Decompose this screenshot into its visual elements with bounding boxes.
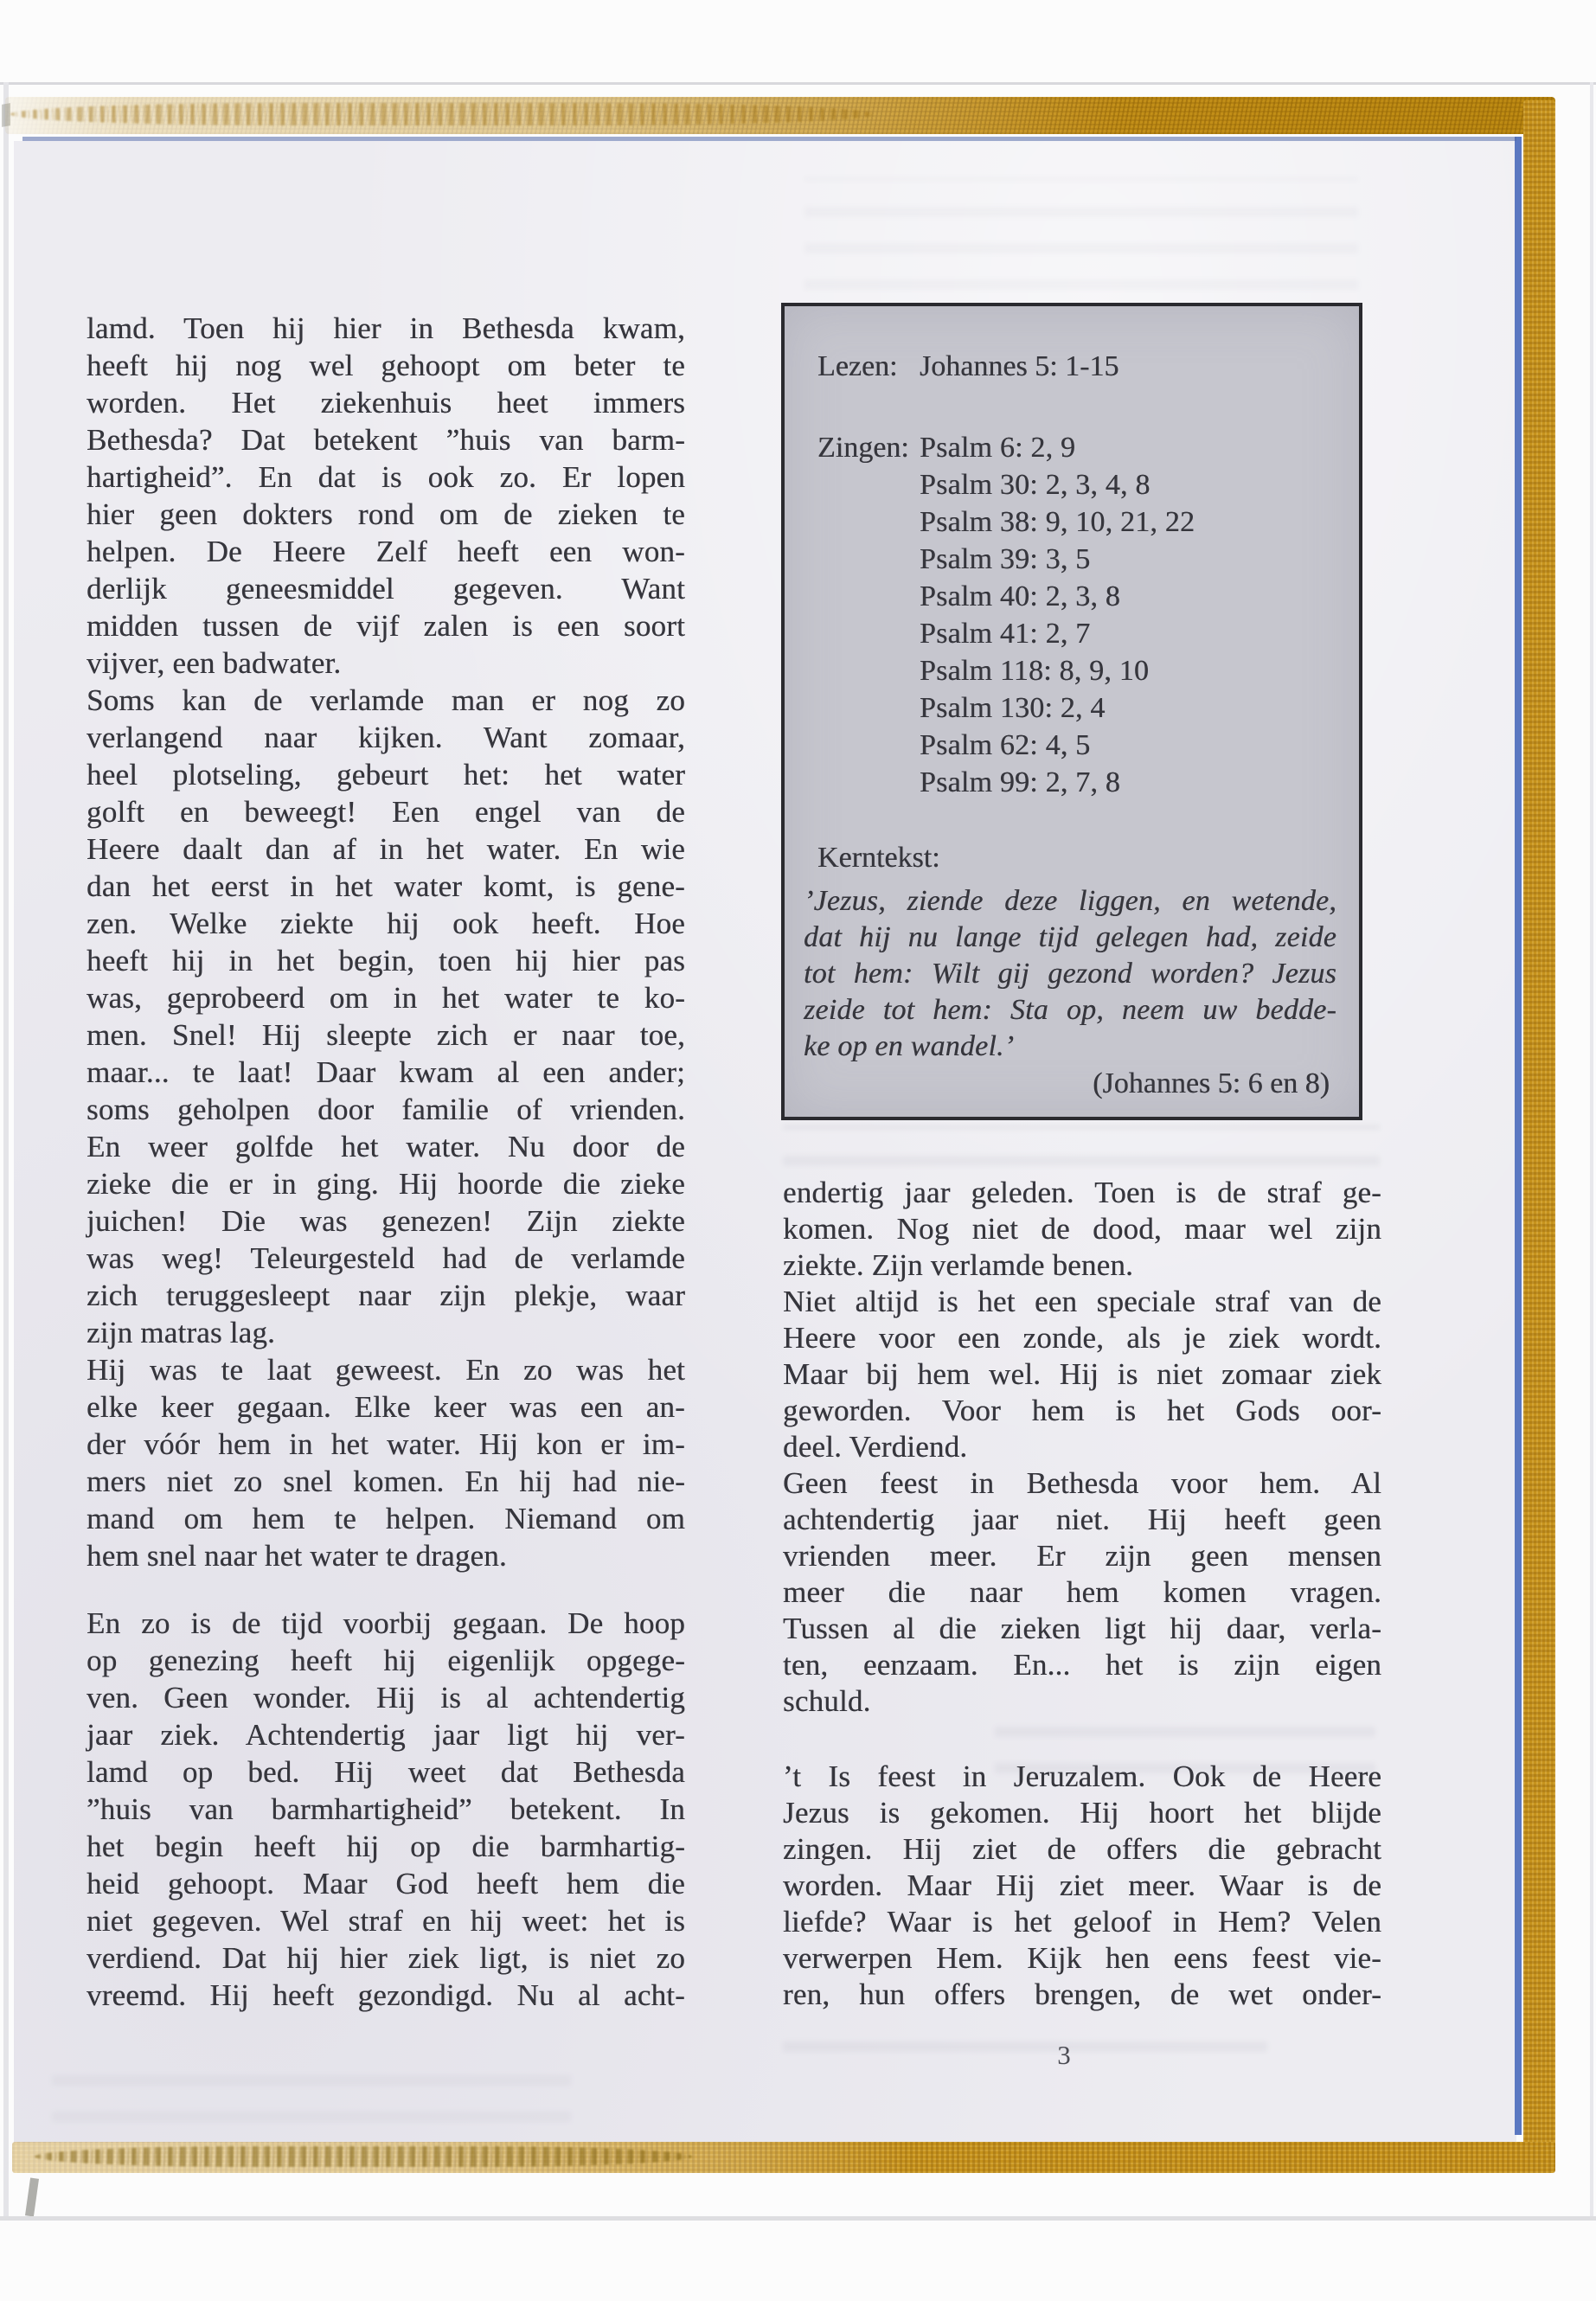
text-line: tot hem: Wilt gij gezond worden? Jezus: [804, 958, 1336, 990]
text-line: heeft hij nog wel gehoopt om beter te: [87, 349, 685, 382]
kerntekst-label: Kerntekst:: [817, 842, 940, 874]
zingen-row: [804, 429, 1336, 801]
text-line: Heere voor een zonde, als je ziek wordt.: [783, 1321, 1381, 1355]
text-line: lamd op bed. Hij weet dat Bethesda: [87, 1755, 685, 1789]
text-line: meer die naar hem komen vragen.: [783, 1575, 1381, 1609]
scan-speck-bottom-left: [25, 2178, 39, 2217]
text-line: Psalm 62: 4, 5: [920, 729, 1091, 761]
text-line: komen. Nog niet de dood, maar wel zijn: [783, 1212, 1381, 1246]
text-line: ziekte. Zijn verlamde benen.: [783, 1248, 1134, 1282]
text-line: Psalm 40: 2, 3, 8: [920, 580, 1120, 612]
scan-edge-hairline-bottom: [0, 2216, 1596, 2221]
scan-edge-hairline-top: [0, 82, 1596, 85]
text-line: verwerpen Hem. Kijk hen eens feest vie-: [783, 1941, 1381, 1975]
bleedthrough-smudge: [804, 177, 1358, 290]
kerntekst-quote: [804, 883, 1336, 1065]
text-line: derlijk geneesmiddel gegeven. Want: [87, 572, 685, 606]
text-line: dan het eerst in het water komt, is gene-: [87, 869, 685, 903]
text-line: niet gegeven. Wel straf en hij weet: het is: [87, 1904, 685, 1938]
text-line: schuld.: [783, 1684, 871, 1718]
lezen-value: Johannes 5: 1-15: [920, 350, 1119, 382]
text-line: worden. Maar Hij ziet meer. Waar is de: [783, 1868, 1381, 1902]
text-line: ten, eenzaam. En... het is zijn eigen: [783, 1648, 1381, 1682]
scan-edge-left: [3, 82, 9, 2219]
text-line: hartigheid”. En dat is ook zo. Er lopen: [87, 460, 685, 494]
text-line: Heere daalt dan af in het water. En wie: [87, 832, 685, 866]
text-line: geworden. Voor hem is het Gods oor-: [783, 1394, 1381, 1427]
text-line: Maar bij hem wel. Hij is niet zomaar ziek: [783, 1357, 1381, 1391]
text-line: Tussen al die zieken ligt hij daar, verla-: [783, 1612, 1381, 1645]
lezen-row: [804, 348, 1336, 386]
text-line: Psalm 118: 8, 9, 10: [920, 655, 1150, 687]
gold-border-right: [1523, 100, 1555, 2171]
text-line: zijn matras lag.: [87, 1316, 275, 1349]
zingen-label: Zingen:: [817, 432, 909, 464]
text-line: Psalm 6: 2, 9: [920, 432, 1076, 464]
text-line: jaar ziek. Achtendertig jaar ligt hij ver-: [87, 1718, 685, 1752]
kerntekst-reference: (Johannes 5: 6 en 8): [1093, 1067, 1330, 1099]
right-text-column: [783, 1175, 1381, 2013]
bleedthrough-smudge: [783, 1125, 1380, 1166]
reading-info-box: [781, 303, 1362, 1120]
text-line: ren, hun offers brengen, de wet onder-: [783, 1977, 1381, 2011]
text-line: Niet altijd is het een speciale straf van de: [783, 1285, 1381, 1318]
lezen-label: Lezen:: [817, 350, 898, 382]
text-line: Bethesda? Dat betekent ”huis van barm-: [87, 423, 685, 457]
text-line: vreemd. Hij heeft gezondigd. Nu al acht-: [87, 1978, 685, 2012]
text-line: achtendertig jaar niet. Hij heeft geen: [783, 1503, 1381, 1536]
text-line: golft en beweegt! Een engel van de: [87, 795, 685, 829]
text-line: Soms kan de verlamde man er nog zo: [87, 683, 685, 717]
text-line: liefde? Waar is het geloof in Hem? Velen: [783, 1905, 1381, 1939]
text-line: Psalm 39: 3, 5: [920, 543, 1091, 575]
text-line: verlangend naar kijken. Want zomaar,: [87, 721, 685, 754]
text-line: elke keer gegaan. Elke keer was een an-: [87, 1390, 685, 1424]
text-line: vrienden meer. Er zijn geen mensen: [783, 1539, 1381, 1573]
text-line: ’t Is feest in Jeruzalem. Ook de Heere: [783, 1759, 1381, 1793]
bleedthrough-smudge: [52, 2072, 571, 2122]
text-line: mand om hem te helpen. Niemand om: [87, 1502, 685, 1535]
gold-border-top-grunge: [10, 103, 875, 125]
text-line: Psalm 130: 2, 4: [920, 692, 1106, 724]
text-line: Psalm 41: 2, 7: [920, 618, 1091, 650]
text-line: men. Snel! Hij sleepte zich er naar toe,: [87, 1018, 685, 1052]
gold-border-bottom-grunge: [35, 2146, 692, 2167]
text-line: zingen. Hij ziet de offers die gebracht: [783, 1832, 1381, 1866]
text-line: ke op en wandel.’: [804, 1030, 1015, 1062]
text-line: vijver, een badwater.: [87, 646, 342, 680]
text-line: worden. Het ziekenhuis heet immers: [87, 386, 685, 420]
text-line: juichen! Die was genezen! Zijn ziekte: [87, 1204, 685, 1238]
text-line: zieke die er in ging. Hij hoorde die zieke: [87, 1167, 685, 1201]
text-line: zeide tot hem: Sta op, neem uw bedde-: [804, 994, 1336, 1026]
text-line: ’Jezus, ziende deze liggen, en wetende,: [804, 885, 1336, 917]
text-line: helpen. De Heere Zelf heeft een won-: [87, 535, 685, 568]
text-line: Hij was te laat geweest. En zo was het: [87, 1353, 685, 1387]
text-line: endertig jaar geleden. Toen is de straf ge-: [783, 1176, 1381, 1209]
text-line: zich teruggesleept naar zijn plekje, waar: [87, 1279, 685, 1312]
text-line: der vóór hem in het water. Hij kon er im-: [87, 1427, 685, 1461]
text-line: deel. Verdiend.: [783, 1430, 968, 1464]
text-line: En zo is de tijd voorbij gegaan. De hoop: [87, 1606, 685, 1640]
blue-pinstripe-right: [1515, 137, 1522, 2135]
text-line: verdiend. Dat hij hier ziek ligt, is niet zo: [87, 1941, 685, 1975]
text-line: lamd. Toen hij hier in Bethesda kwam,: [87, 311, 685, 345]
text-line: Jezus is gekomen. Hij hoort het blijde: [783, 1796, 1381, 1830]
text-line: was weg! Teleurgesteld had de verlamde: [87, 1241, 685, 1275]
text-line: hier geen dokters rond om de zieken te: [87, 497, 685, 531]
text-line: soms geholpen door familie of vrienden.: [87, 1093, 685, 1126]
text-line: Psalm 99: 2, 7, 8: [920, 766, 1120, 798]
text-line: ”huis van barmhartigheid” betekent. In: [87, 1792, 685, 1826]
page-number: 3: [1057, 2040, 1071, 2070]
text-line: was, geprobeerd om in het water te ko-: [87, 981, 685, 1015]
left-text-column: [87, 310, 685, 2014]
text-line: heeft hij in het begin, toen hij hier pas: [87, 944, 685, 977]
text-line: Psalm 38: 9, 10, 21, 22: [920, 506, 1195, 538]
text-line: ven. Geen wonder. Hij is al achtendertig: [87, 1681, 685, 1715]
text-line: heid gehoopt. Maar God heeft hem die: [87, 1867, 685, 1900]
text-line: Geen feest in Bethesda voor hem. Al: [783, 1466, 1381, 1500]
text-line: het begin heeft hij op die barmhartig-: [87, 1830, 685, 1863]
scan-edge-right: [1590, 82, 1593, 2219]
text-line: midden tussen de vijf zalen is een soort: [87, 609, 685, 643]
text-line: Psalm 30: 2, 3, 4, 8: [920, 469, 1151, 501]
text-line: En weer golfde het water. Nu door de: [87, 1130, 685, 1163]
text-line: mers niet zo snel komen. En hij had nie-: [87, 1465, 685, 1498]
text-line: hem snel naar het water te dragen.: [87, 1539, 507, 1573]
text-line: zen. Welke ziekte hij ook heeft. Hoe: [87, 907, 685, 940]
text-line: op genezing heeft hij eigenlijk opgege-: [87, 1644, 685, 1677]
psalm-list: [920, 429, 1195, 801]
blue-pinstripe-top: [22, 137, 1516, 141]
text-line: dat hij nu lange tijd gelegen had, zeide: [804, 921, 1336, 953]
text-line: heel plotseling, gebeurt het: het water: [87, 758, 685, 792]
text-line: maar... te laat! Daar kwam al een ander;: [87, 1055, 685, 1089]
